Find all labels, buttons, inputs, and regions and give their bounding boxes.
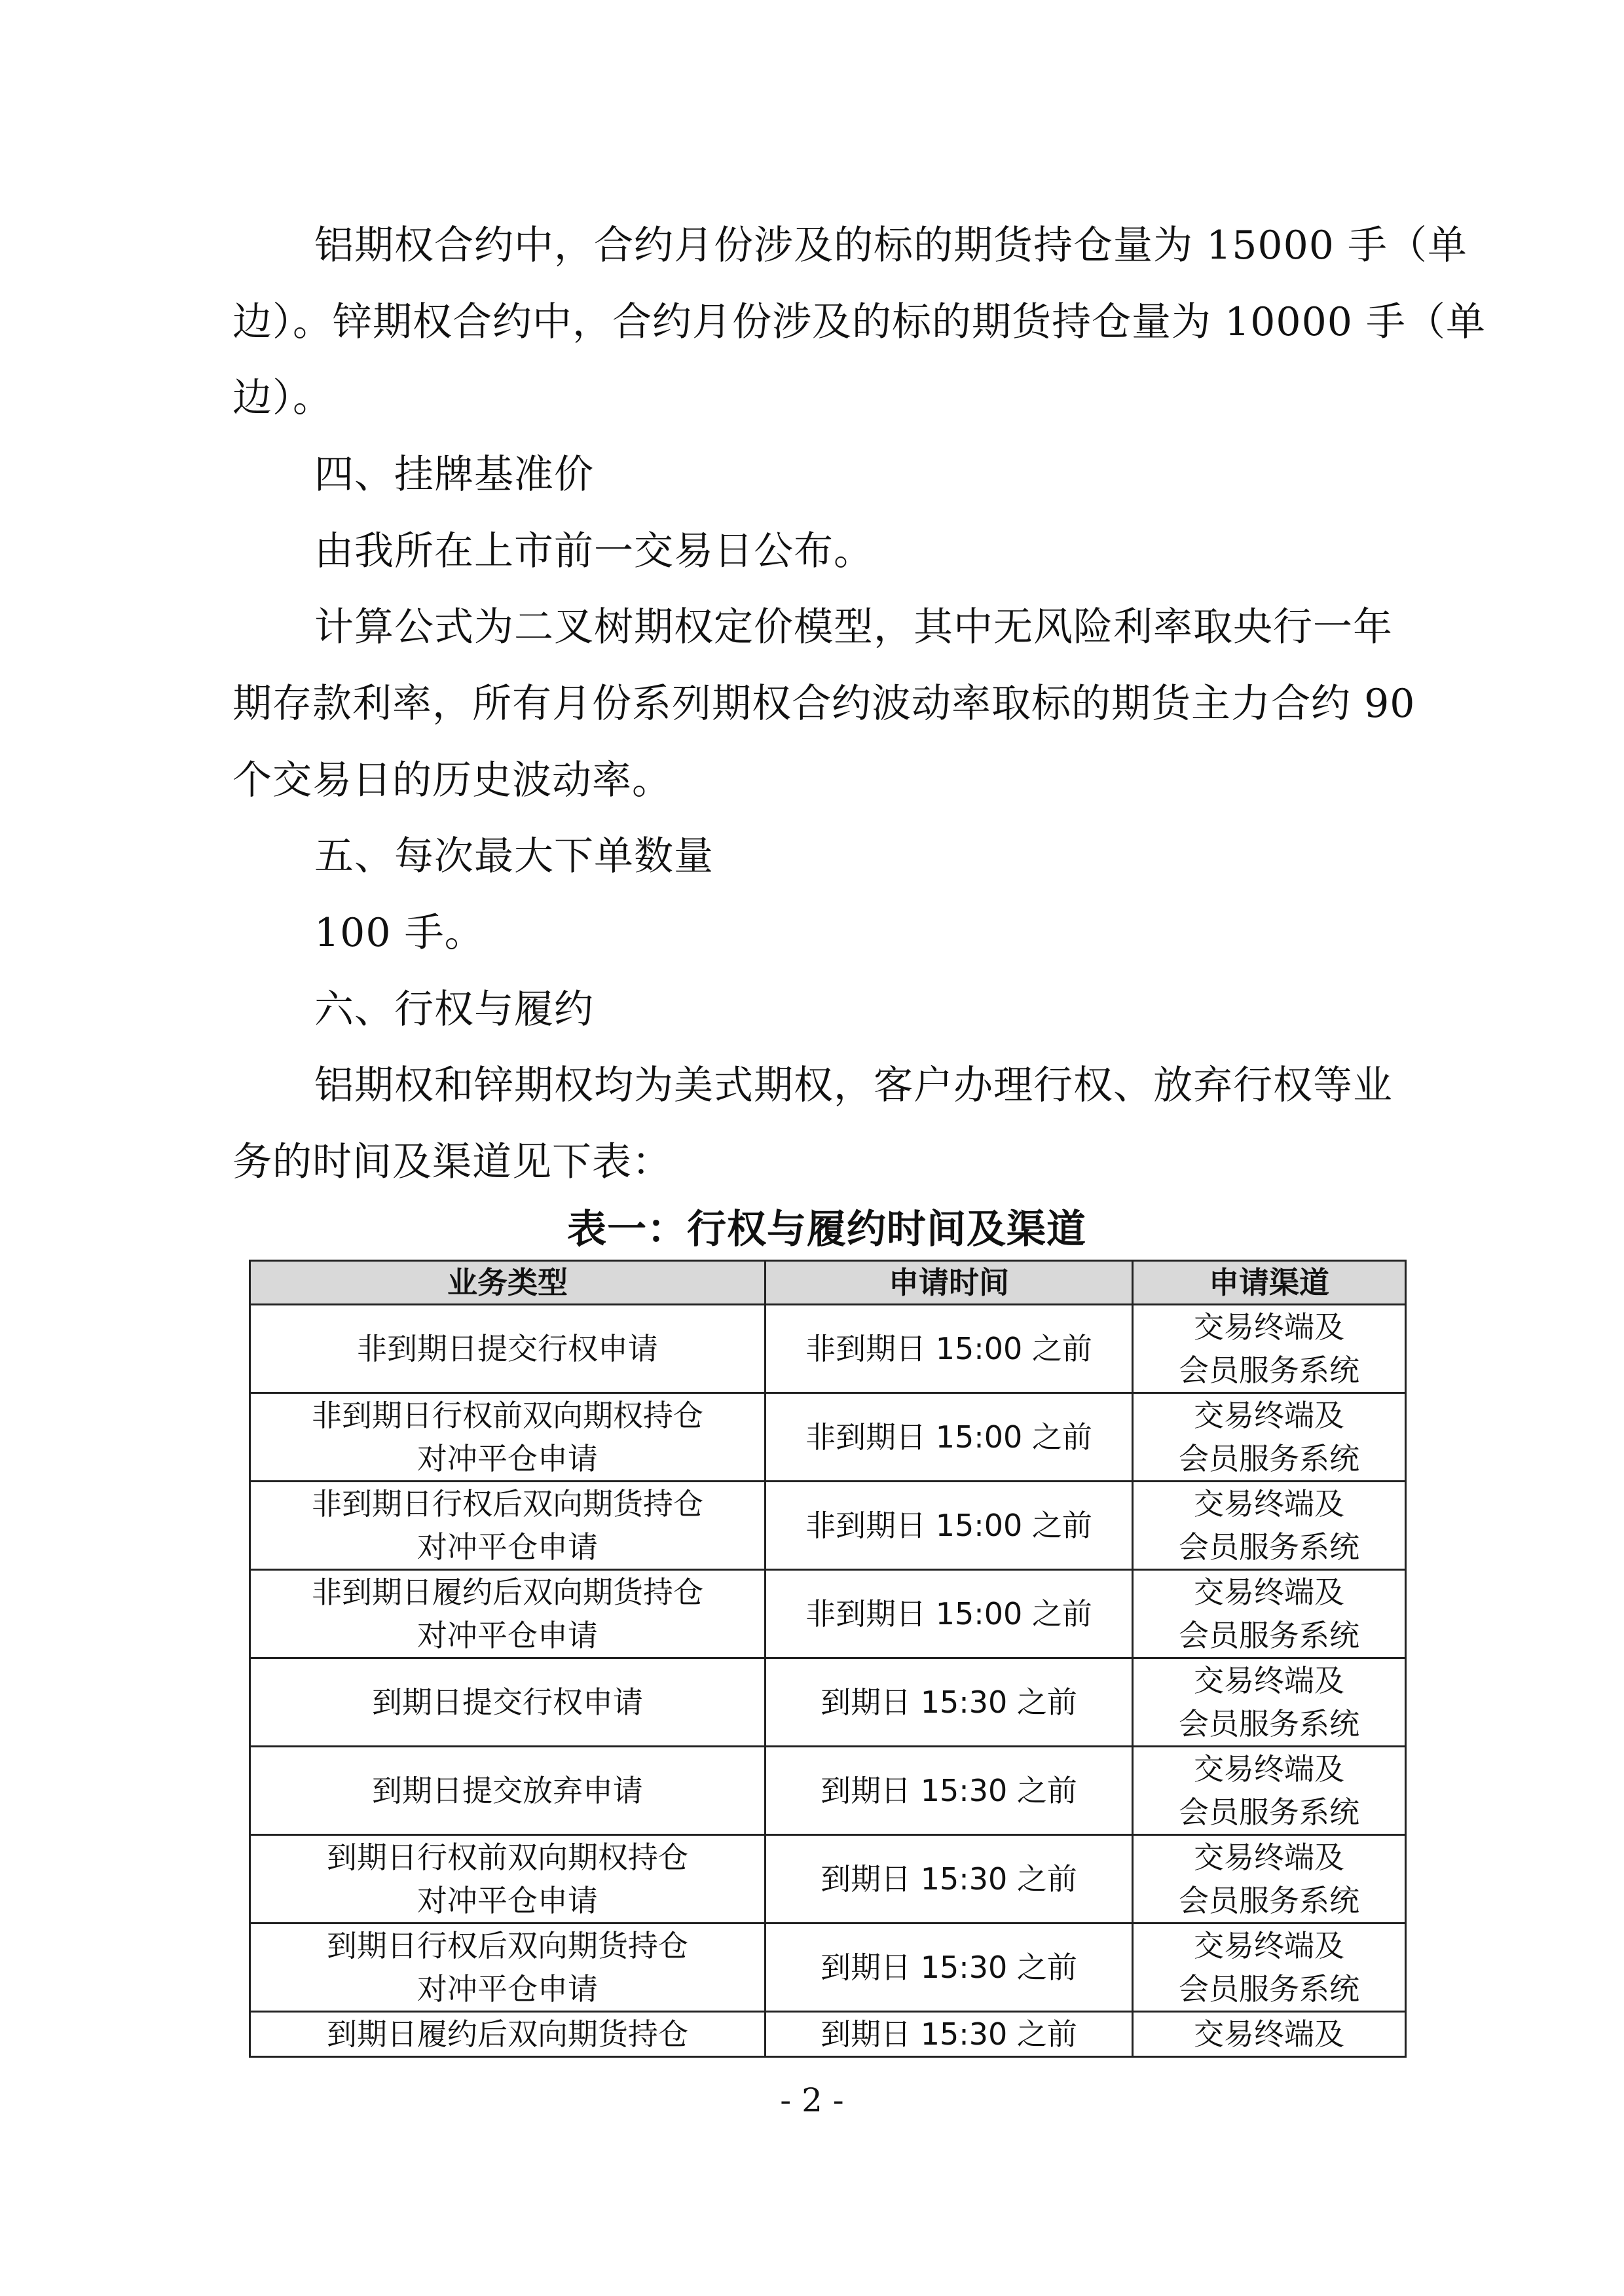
table-row: [250, 1747, 1406, 1835]
business-type-cell-line: 非到期日行权后双向期货持仓: [312, 1486, 703, 1522]
business-type-cell-line: 对冲平仓申请: [417, 1883, 598, 1918]
application-channel-cell-line: 交易终端及: [1194, 1486, 1344, 1522]
paragraph-line: 个交易日的历史波动率。: [232, 757, 672, 803]
application-channel-cell-line: 会员服务系统: [1179, 1971, 1359, 2007]
application-channel-cell-line: 会员服务系统: [1179, 1353, 1359, 1388]
application-channel-cell-line: 交易终端及: [1194, 1840, 1344, 1875]
business-type-cell: [250, 1570, 766, 1658]
application-time-cell: 非到期日 15:00 之前: [766, 1305, 1133, 1393]
paragraph-line: 由我所在上市前一交易日公布。: [314, 528, 874, 574]
table-row: [250, 1835, 1406, 1923]
page-number: - 2 -: [780, 2081, 844, 2119]
application-time-cell: 非到期日 15:00 之前: [766, 1482, 1133, 1570]
business-type-cell: [250, 1482, 766, 1570]
paragraph-line: 铝期权合约中，合约月份涉及的标的期货持仓量为 15000 手（单: [314, 223, 1468, 268]
application-time-cell: 到期日 15:30 之前: [766, 1658, 1133, 1747]
business-type-cell: [250, 1835, 766, 1923]
application-channel-cell: [1133, 1835, 1406, 1923]
application-time-cell: 非到期日 15:00 之前: [766, 1570, 1133, 1658]
paragraph-line: 铝期权和锌期权均为美式期权，客户办理行权、放弃行权等业: [314, 1063, 1393, 1108]
application-channel-cell-line: 交易终端及: [1194, 1928, 1344, 1963]
business-type-cell-line: 到期日履约后双向期货持仓: [327, 2016, 688, 2052]
business-type-cell-line: 到期日提交行权申请: [372, 1685, 643, 1720]
paragraph-line: 边）。锌期权合约中，合约月份涉及的标的期货持仓量为 10000 手（单: [232, 299, 1486, 345]
table-body: [250, 1305, 1406, 2057]
application-channel-cell: [1133, 1305, 1406, 1393]
table-row: [250, 1393, 1406, 1482]
application-channel-cell: [1133, 2012, 1406, 2057]
business-type-cell: [250, 1923, 766, 2012]
application-channel-cell: [1133, 1658, 1406, 1747]
business-type-cell: [250, 1393, 766, 1482]
column-header-application-time: 申请时间: [766, 1261, 1133, 1305]
paragraph-line: 期存款利率，所有月份系列期权合约波动率取标的期货主力合约 90: [232, 681, 1416, 727]
application-time-cell: 到期日 15:30 之前: [766, 2012, 1133, 2057]
application-channel-cell-line: 会员服务系统: [1179, 1706, 1359, 1741]
application-channel-cell-line: 会员服务系统: [1179, 1883, 1359, 1918]
application-channel-cell-line: 交易终端及: [1194, 1751, 1344, 1787]
application-channel-cell-line: 会员服务系统: [1179, 1529, 1359, 1565]
paragraph-line: 边）。: [232, 375, 333, 421]
application-channel-cell-line: 交易终端及: [1194, 1309, 1344, 1345]
exercise-schedule-table: [249, 1260, 1407, 2058]
business-type-cell-line: 非到期日履约后双向期货持仓: [312, 1575, 703, 1610]
table-row: [250, 1570, 1406, 1658]
application-channel-cell: [1133, 1482, 1406, 1570]
table-row: [250, 1305, 1406, 1393]
business-type-cell: [250, 1658, 766, 1747]
table-row: [250, 1482, 1406, 1570]
business-type-cell: [250, 1305, 766, 1393]
application-channel-cell-line: 交易终端及: [1194, 1398, 1344, 1433]
section-heading: 四、挂牌基准价: [314, 452, 594, 498]
application-channel-cell: [1133, 1393, 1406, 1482]
application-time-cell: 到期日 15:30 之前: [766, 1923, 1133, 2012]
business-type-cell-line: 对冲平仓申请: [417, 1618, 598, 1653]
application-channel-cell-line: 会员服务系统: [1179, 1795, 1359, 1830]
section-heading: 六、行权与履约: [314, 987, 594, 1032]
application-time-cell: 到期日 15:30 之前: [766, 1747, 1133, 1835]
application-channel-cell: [1133, 1570, 1406, 1658]
business-type-cell: [250, 1747, 766, 1835]
business-type-cell-line: 非到期日提交行权申请: [357, 1331, 658, 1366]
table-row: [250, 1658, 1406, 1747]
paragraph-line: 计算公式为二叉树期权定价模型，其中无风险利率取央行一年: [314, 604, 1393, 650]
table-row: [250, 1923, 1406, 2012]
table-header-row: [250, 1261, 1406, 1305]
application-time-cell: 到期日 15:30 之前: [766, 1835, 1133, 1923]
paragraph-line: 100 手。: [314, 910, 485, 956]
application-time-cell: 非到期日 15:00 之前: [766, 1393, 1133, 1482]
business-type-cell-line: 对冲平仓申请: [417, 1529, 598, 1565]
business-type-cell-line: 到期日行权前双向期权持仓: [327, 1840, 688, 1875]
application-channel-cell-line: 交易终端及: [1194, 1663, 1344, 1698]
column-header-business-type: 业务类型: [250, 1261, 766, 1305]
application-channel-cell: [1133, 1747, 1406, 1835]
table-row: [250, 2012, 1406, 2057]
paragraph-line: 务的时间及渠道见下表：: [232, 1139, 672, 1185]
column-header-application-channel: 申请渠道: [1133, 1261, 1406, 1305]
application-channel-cell-line: 交易终端及: [1194, 2016, 1344, 2052]
business-type-cell: [250, 2012, 766, 2057]
table-caption: 表一：行权与履约时间及渠道: [567, 1207, 1086, 1252]
business-type-cell-line: 非到期日行权前双向期权持仓: [312, 1398, 703, 1433]
application-channel-cell-line: 交易终端及: [1194, 1575, 1344, 1610]
application-channel-cell-line: 会员服务系统: [1179, 1441, 1359, 1476]
section-heading: 五、每次最大下单数量: [314, 833, 714, 879]
business-type-cell-line: 对冲平仓申请: [417, 1971, 598, 2007]
application-channel-cell: [1133, 1923, 1406, 2012]
application-channel-cell-line: 会员服务系统: [1179, 1618, 1359, 1653]
business-type-cell-line: 对冲平仓申请: [417, 1441, 598, 1476]
business-type-cell-line: 到期日行权后双向期货持仓: [327, 1928, 688, 1963]
business-type-cell-line: 到期日提交放弃申请: [372, 1773, 643, 1808]
